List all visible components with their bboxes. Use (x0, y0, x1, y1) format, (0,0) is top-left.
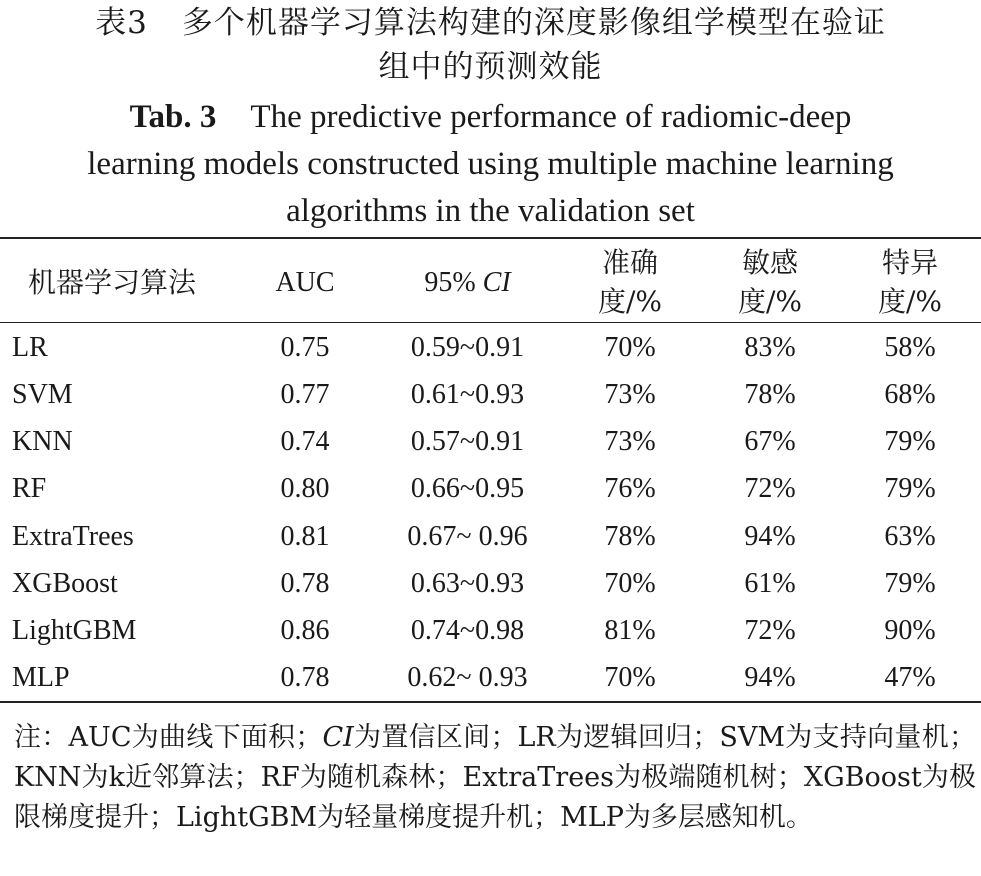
cell-accuracy: 70% (604, 568, 656, 599)
cell-sensitivity: 72% (744, 615, 796, 646)
cell-accuracy: 76% (604, 473, 656, 504)
header-ci-italic: CI (482, 267, 511, 298)
table-top-rule (0, 237, 981, 239)
header-ci-prefix: 95% (424, 267, 483, 298)
cell-accuracy: 81% (604, 615, 656, 646)
cell-sensitivity: 61% (744, 568, 796, 599)
table-footnote (14, 718, 976, 838)
cell-auc: 0.75 (280, 332, 330, 363)
header-sensitivity-line2: 度/% (737, 285, 803, 318)
caption-en-label: Tab. 3 (129, 99, 217, 135)
cell-sensitivity: 94% (744, 662, 796, 693)
cell-sensitivity: 94% (744, 521, 796, 552)
header-sensitivity-line1: 敏感 (741, 246, 798, 279)
header-specificity-line1: 特异 (881, 246, 938, 279)
header-accuracy-line1: 准确 (601, 246, 658, 279)
caption-en-line2: learning models constructed using multiple machine learning (87, 146, 894, 182)
cell-model: KNN (12, 426, 73, 457)
header-specificity-line2: 度/% (877, 285, 943, 318)
footnote-part2: 为置信区间；LR为逻辑回归；SVM为支持向量机；KNN为k近邻算法；RF为随机森林；ExtraTrees为极端随机树；XGBoost为极限梯度提升；LightGBM为轻量梯度提升机；MLP为多层感知机。 (14, 722, 976, 833)
cell-accuracy: 73% (604, 379, 656, 410)
cell-accuracy: 70% (604, 662, 656, 693)
cell-sensitivity: 83% (744, 332, 796, 363)
cell-ci: 0.74~0.98 (410, 615, 525, 646)
cell-model: RF (12, 473, 47, 504)
cell-model: XGBoost (12, 568, 118, 599)
cell-specificity: 47% (884, 662, 936, 693)
cell-model: LightGBM (12, 615, 137, 646)
cell-specificity: 63% (884, 521, 936, 552)
cell-auc: 0.77 (280, 379, 330, 410)
cell-specificity: 79% (884, 473, 936, 504)
cell-auc: 0.74 (280, 426, 330, 457)
footnote-ci-italic: CI (322, 722, 354, 753)
cell-model: LR (12, 332, 48, 363)
cell-specificity: 90% (884, 615, 936, 646)
cell-sensitivity: 67% (744, 426, 796, 457)
cell-accuracy: 70% (604, 332, 656, 363)
cell-ci: 0.62~ 0.93 (407, 662, 528, 693)
caption-en-line3: algorithms in the validation set (286, 193, 695, 229)
header-algorithm: 机器学习算法 (28, 266, 197, 299)
cell-ci: 0.63~0.93 (410, 568, 525, 599)
header-ci (385, 264, 550, 302)
cell-sensitivity: 72% (744, 473, 796, 504)
cell-auc: 0.80 (280, 473, 330, 504)
caption-cn-text-1: 多个机器学习算法构建的深度影像组学模型在验证 (181, 5, 886, 41)
footnote-part1: 注：AUC为曲线下面积； (14, 722, 323, 753)
caption-cn-line1 (0, 2, 981, 44)
cell-model: SVM (12, 379, 73, 410)
cell-model: MLP (12, 662, 70, 693)
cell-specificity: 58% (884, 332, 936, 363)
caption-cn-label: 表3 (95, 5, 148, 41)
cell-auc: 0.86 (280, 615, 330, 646)
cell-ci: 0.61~0.93 (410, 379, 525, 410)
cell-model: ExtraTrees (12, 521, 134, 552)
cell-specificity: 79% (884, 426, 936, 457)
cell-ci: 0.67~ 0.96 (407, 521, 528, 552)
cell-ci: 0.66~0.95 (410, 473, 525, 504)
cell-auc: 0.78 (280, 662, 330, 693)
cell-sensitivity: 78% (744, 379, 796, 410)
cell-ci: 0.57~0.91 (410, 426, 525, 457)
caption-en-text-1: The predictive performance of radiomic-deep (250, 99, 852, 135)
header-auc: AUC (275, 267, 335, 298)
cell-accuracy: 73% (604, 426, 656, 457)
cell-auc: 0.81 (280, 521, 330, 552)
cell-accuracy: 78% (604, 521, 656, 552)
cell-auc: 0.78 (280, 568, 330, 599)
caption-cn-line2: 组中的预测效能 (378, 49, 603, 85)
cell-specificity: 68% (884, 379, 936, 410)
table-bottom-rule (0, 701, 981, 703)
cell-specificity: 79% (884, 568, 936, 599)
header-accuracy-line2: 度/% (597, 285, 663, 318)
cell-ci: 0.59~0.91 (410, 332, 525, 363)
table-header-rule (0, 322, 981, 323)
caption-en-line1 (0, 94, 981, 140)
